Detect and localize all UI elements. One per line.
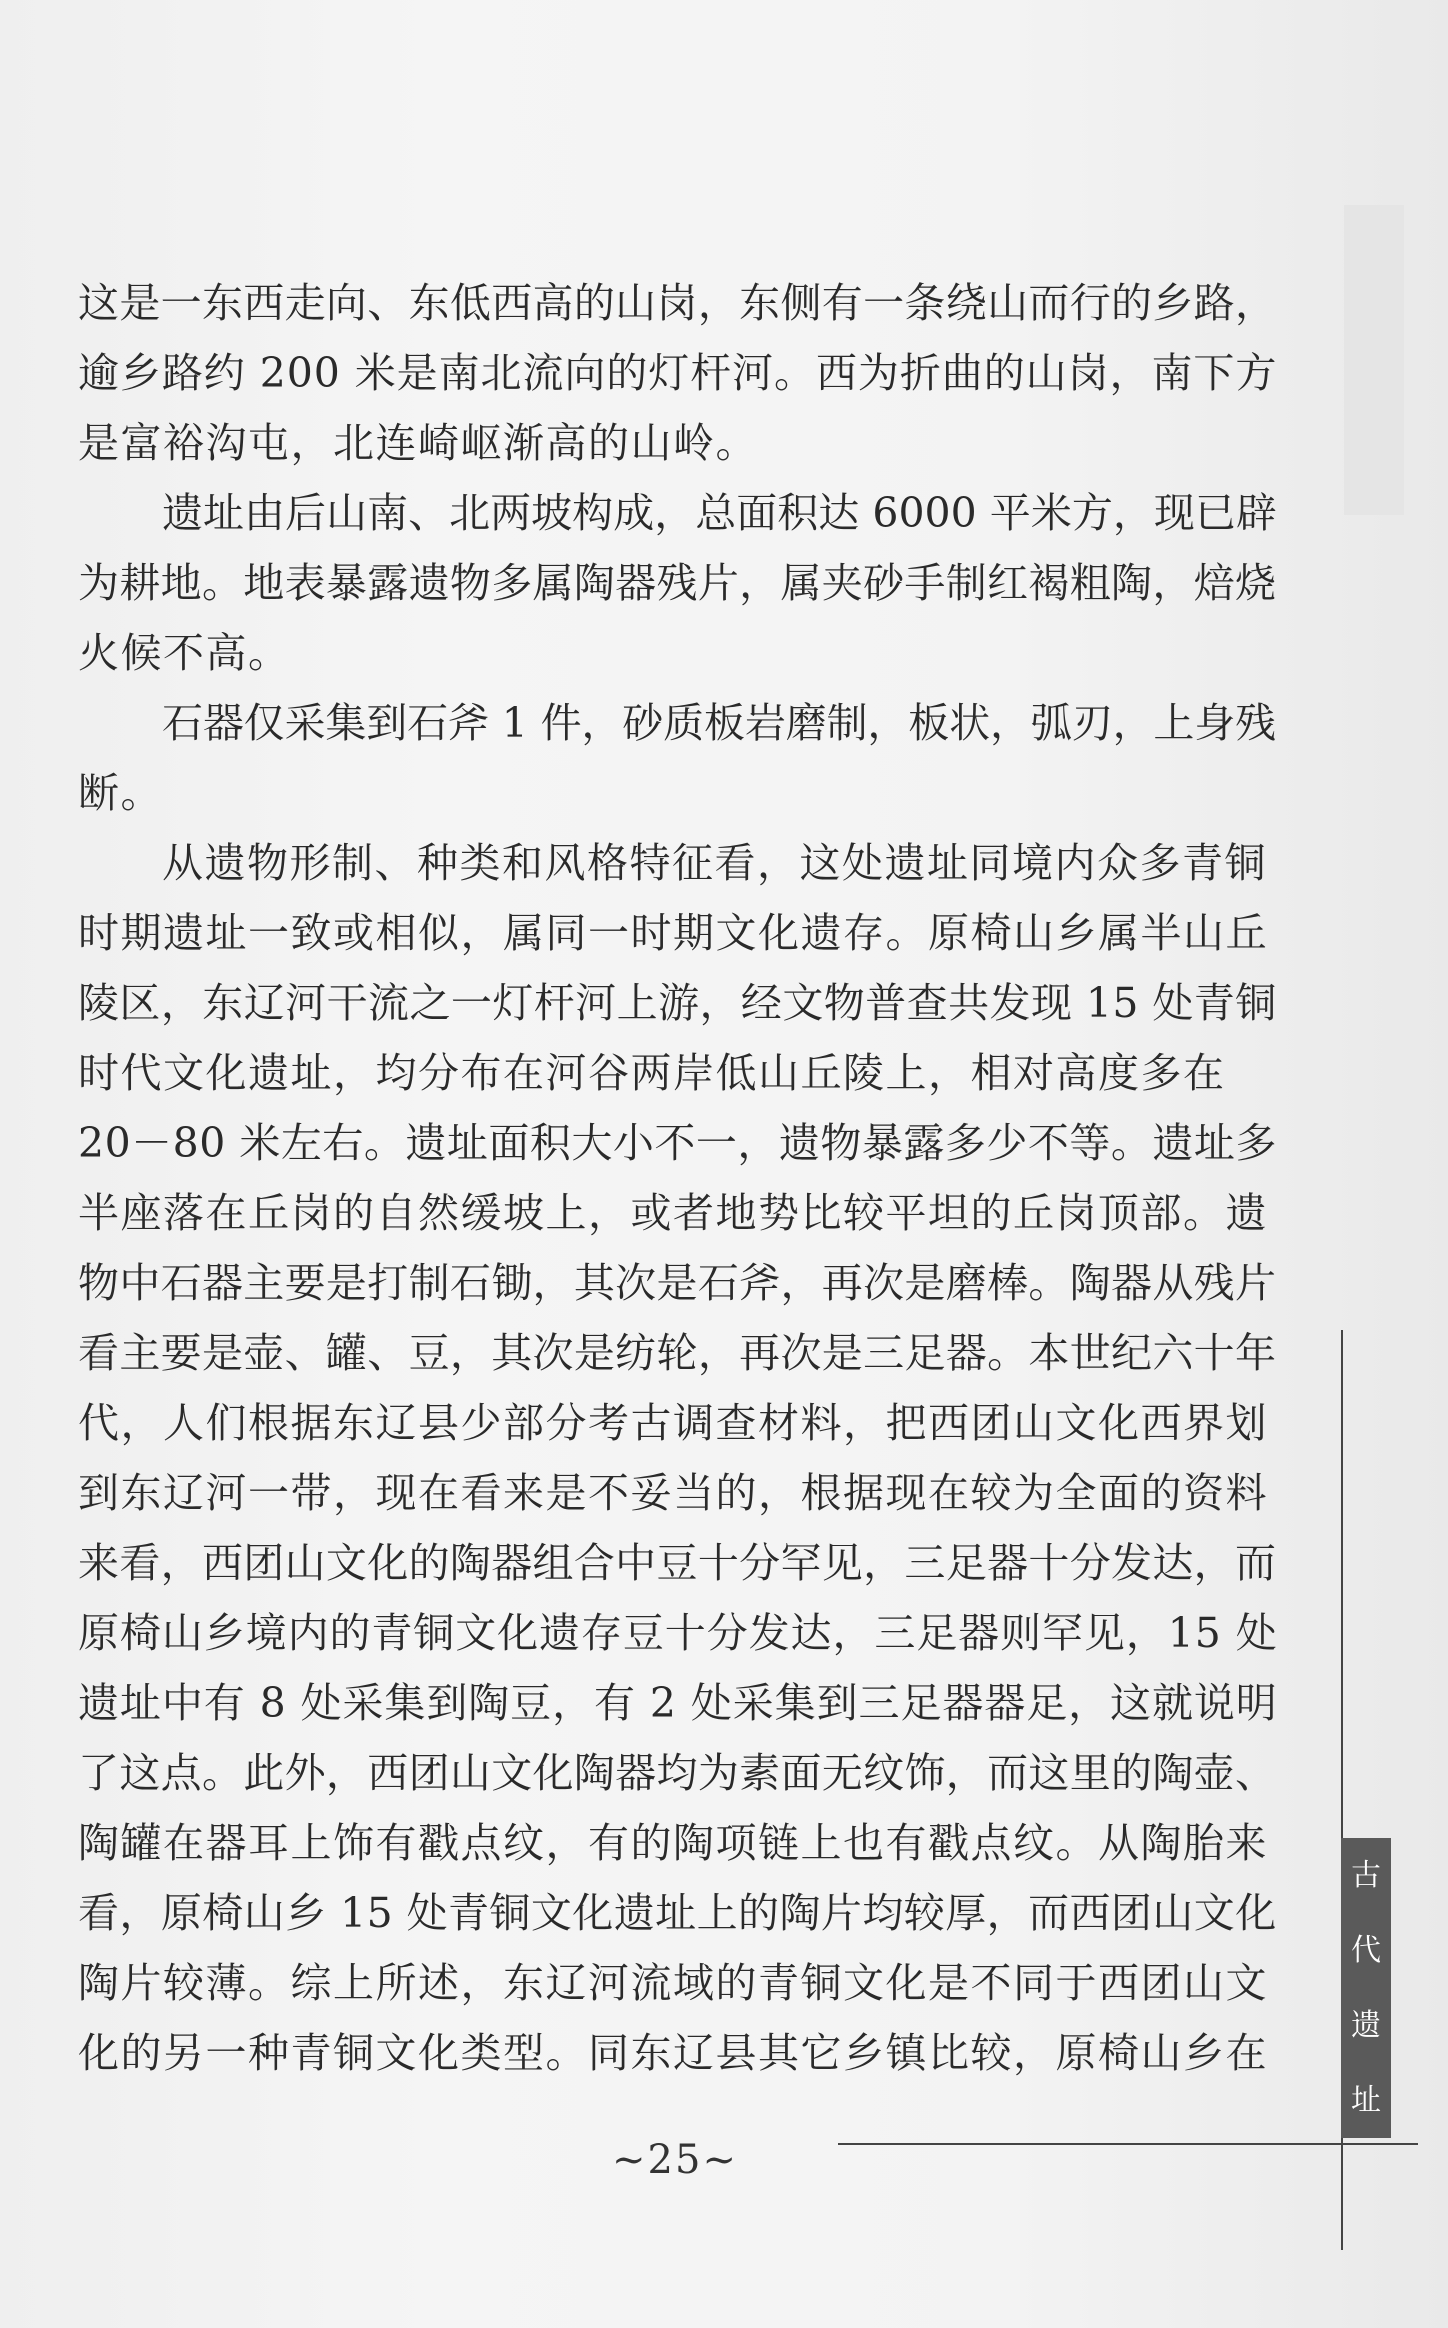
text-line: 20－80 米左右。遗址面积大小不一，遗物暴露多少不等。遗址多 — [78, 1119, 1277, 1167]
text-line: 遗址由后山南、北两坡构成，总面积达 6000 平米方，现已辟 — [162, 489, 1277, 537]
text-line: 来看，西团山文化的陶器组合中豆十分罕见，三足器十分发达，而 — [78, 1539, 1277, 1587]
text-line: 从遗物形制、种类和风格特征看，这处遗址同境内众多青铜 — [162, 839, 1267, 887]
text-line: 半座落在丘岗的自然缓坡上，或者地势比较平坦的丘岗顶部。遗 — [78, 1189, 1268, 1237]
text-line: 石器仅采集到石斧 1 件，砂质板岩磨制，板状，弧刃，上身残 — [162, 699, 1277, 747]
text-line: 陶罐在器耳上饰有戳点纹，有的陶项链上也有戳点纹。从陶胎来 — [78, 1819, 1268, 1867]
text-line: 火候不高。 — [78, 629, 291, 677]
text-line: 代，人们根据东辽县少部分考古调查材料，把西团山文化西界划 — [78, 1399, 1268, 1447]
section-side-tab — [1341, 1838, 1391, 2138]
text-line: 物中石器主要是打制石锄，其次是石斧，再次是磨棒。陶器从残片 — [78, 1259, 1277, 1307]
text-line: 逾乡路约 200 米是南北流向的灯杆河。西为折曲的山岗，南下方 — [78, 349, 1278, 397]
text-line: 看，原椅山乡 15 处青铜文化遗址上的陶片均较厚，而西团山文化 — [78, 1889, 1277, 1937]
text-line: 是富裕沟屯，北连崎岖渐高的山岭。 — [78, 419, 758, 467]
side-tab-char: 遗 — [1351, 2008, 1381, 2043]
side-tab-char: 古 — [1351, 1858, 1381, 1893]
text-line: 了这点。此外，西团山文化陶器均为素面无纹饰，而这里的陶壶、 — [78, 1749, 1277, 1797]
side-tab-char: 址 — [1351, 2083, 1381, 2118]
text-line: 断。 — [78, 769, 163, 817]
body-text — [78, 268, 1278, 2088]
text-line: 陶片较薄。综上所述，东辽河流域的青铜文化是不同于西团山文 — [78, 1959, 1268, 2007]
side-tab-char: 代 — [1351, 1933, 1381, 1968]
text-line: 化的另一种青铜文化类型。同东辽县其它乡镇比较，原椅山乡在 — [78, 2029, 1268, 2077]
text-line: 为耕地。地表暴露遗物多属陶器残片，属夹砂手制红褐粗陶，焙烧 — [78, 559, 1277, 607]
text-line: 这是一东西走向、东低西高的山岗，东侧有一条绕山而行的乡路， — [78, 279, 1277, 327]
text-line: 时期遗址一致或相似，属同一时期文化遗存。原椅山乡属半山丘 — [78, 909, 1268, 957]
text-line: 陵区，东辽河干流之一灯杆河上游，经文物普查共发现 15 处青铜 — [78, 979, 1277, 1027]
text-line: 看主要是壶、罐、豆，其次是纺轮，再次是三足器。本世纪六十年 — [78, 1329, 1277, 1377]
text-line: 原椅山乡境内的青铜文化遗存豆十分发达，三足器则罕见，15 处 — [78, 1609, 1278, 1657]
text-line: 遗址中有 8 处采集到陶豆，有 2 处采集到三足器器足，这就说明 — [78, 1679, 1278, 1727]
text-line: 到东辽河一带，现在看来是不妥当的，根据现在较为全面的资料 — [78, 1469, 1268, 1517]
text-line: 时代文化遗址，均分布在河谷两岸低山丘陵上，相对高度多在 — [78, 1049, 1226, 1097]
page-number: ~25~ — [612, 2137, 738, 2183]
faded-side-tab — [1344, 205, 1404, 515]
